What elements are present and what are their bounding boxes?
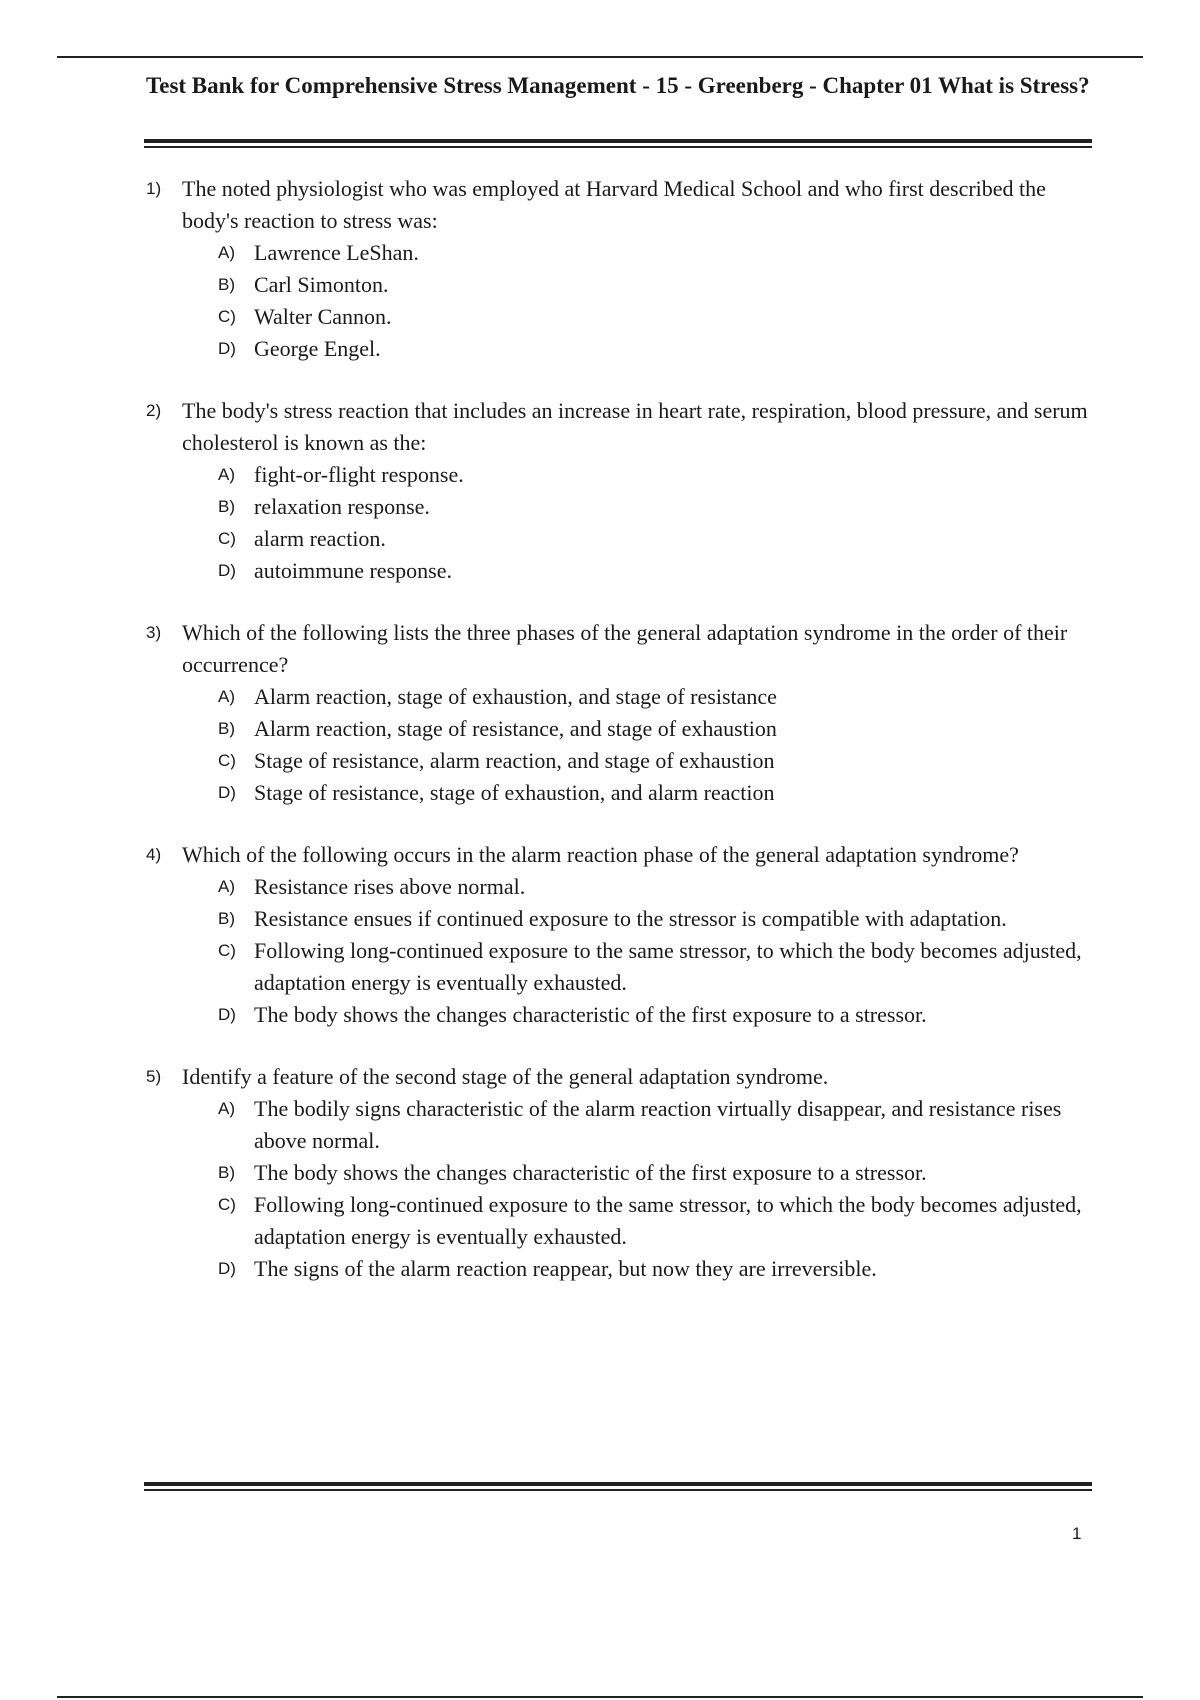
choice-a — [218, 459, 1106, 491]
choice-text: alarm reaction. — [254, 526, 386, 551]
page-bottom-rule — [57, 1696, 1143, 1698]
question-4 — [146, 839, 1106, 1031]
choice-c — [218, 523, 1106, 555]
choice-letter: D) — [218, 561, 236, 580]
question-text: Which of the following occurs in the alarm reaction phase of the general adaptation syndrome? — [182, 842, 1019, 867]
choice-a — [218, 681, 1106, 713]
choice-text: autoimmune response. — [254, 558, 452, 583]
choice-b — [218, 903, 1106, 935]
choice-letter: D) — [218, 1259, 236, 1278]
choice-a — [218, 237, 1106, 269]
page-title: Test Bank for Comprehensive Stress Management - 15 - Greenberg - Chapter 01 What is Stress? — [146, 73, 1090, 98]
choice-letter: A) — [218, 465, 235, 484]
answer-choices — [146, 681, 1106, 809]
choice-letter: B) — [218, 275, 235, 294]
question-2 — [146, 395, 1106, 587]
page-top-rule — [57, 56, 1143, 58]
choice-letter: B) — [218, 909, 235, 928]
choice-letter: A) — [218, 877, 235, 896]
choice-letter: A) — [218, 687, 235, 706]
choice-letter: D) — [218, 339, 236, 358]
choice-text: Following long-continued exposure to the same stressor, to which the body becomes adjusted, adaptation energy is eventually exhausted. — [254, 1192, 1082, 1249]
choice-a — [218, 1093, 1106, 1157]
choice-letter: D) — [218, 1005, 236, 1024]
choice-d — [218, 777, 1106, 809]
choice-letter: B) — [218, 497, 235, 516]
choice-text: Stage of resistance, stage of exhaustion, and alarm reaction — [254, 780, 775, 805]
choice-text: fight-or-flight response. — [254, 462, 464, 487]
choice-d — [218, 555, 1106, 587]
choice-b — [218, 269, 1106, 301]
choice-d — [218, 333, 1106, 365]
question-text: Which of the following lists the three phases of the general adaptation syndrome in the order of their occurrence? — [182, 620, 1068, 677]
question-3 — [146, 617, 1106, 809]
question-number: 2) — [146, 401, 162, 420]
choice-b — [218, 1157, 1106, 1189]
answer-choices — [146, 871, 1106, 1031]
choice-a — [218, 871, 1106, 903]
footer-divider — [144, 1482, 1092, 1492]
choice-c — [218, 935, 1106, 999]
choice-text: Stage of resistance, alarm reaction, and stage of exhaustion — [254, 748, 775, 773]
question-text: Identify a feature of the second stage of the general adaptation syndrome. — [182, 1064, 829, 1089]
header-divider — [144, 139, 1092, 149]
choice-text: Walter Cannon. — [254, 304, 392, 329]
choice-letter: C) — [218, 529, 236, 548]
choice-b — [218, 491, 1106, 523]
choice-letter: C) — [218, 941, 236, 960]
choice-b — [218, 713, 1106, 745]
choice-text: Lawrence LeShan. — [254, 240, 419, 265]
choice-c — [218, 1189, 1106, 1253]
choice-d — [218, 1253, 1106, 1285]
answer-choices — [146, 459, 1106, 587]
choice-c — [218, 301, 1106, 333]
choice-d — [218, 999, 1106, 1031]
choice-text: Alarm reaction, stage of exhaustion, and stage of resistance — [254, 684, 777, 709]
question-number: 4) — [146, 845, 162, 864]
choice-text: Following long-continued exposure to the same stressor, to which the body becomes adjusted, adaptation energy is eventually exhausted. — [254, 938, 1082, 995]
question-text: The noted physiologist who was employed at Harvard Medical School and who first described the body's reaction to stress was: — [182, 176, 1046, 233]
choice-text: George Engel. — [254, 336, 381, 361]
answer-choices — [146, 237, 1106, 365]
choice-letter: D) — [218, 783, 236, 802]
choice-text: The body shows the changes characteristic of the first exposure to a stressor. — [254, 1160, 927, 1185]
question-1 — [146, 173, 1106, 365]
choice-text: relaxation response. — [254, 494, 430, 519]
question-number: 5) — [146, 1067, 162, 1086]
question-5 — [146, 1061, 1106, 1285]
choice-text: Resistance ensues if continued exposure to the stressor is compatible with adaptation. — [254, 906, 1007, 931]
choice-text: Alarm reaction, stage of resistance, and stage of exhaustion — [254, 716, 777, 741]
choice-text: The signs of the alarm reaction reappear, but now they are irreversible. — [254, 1256, 877, 1281]
question-number: 1) — [146, 179, 162, 198]
choice-text: Carl Simonton. — [254, 272, 389, 297]
choice-letter: A) — [218, 1099, 235, 1118]
question-text: The body's stress reaction that includes an increase in heart rate, respiration, blood pressure, and serum cholesterol is known as the: — [182, 398, 1088, 455]
page-number: 1 — [1072, 1524, 1082, 1543]
choice-text: The body shows the changes characteristic of the first exposure to a stressor. — [254, 1002, 927, 1027]
question-number: 3) — [146, 623, 162, 642]
choice-c — [218, 745, 1106, 777]
choice-text: The bodily signs characteristic of the alarm reaction virtually disappear, and resistance rises above normal. — [254, 1096, 1062, 1153]
choice-letter: A) — [218, 243, 235, 262]
choice-text: Resistance rises above normal. — [254, 874, 526, 899]
question-list — [146, 173, 1106, 1315]
choice-letter: C) — [218, 307, 236, 326]
answer-choices — [146, 1093, 1106, 1285]
choice-letter: B) — [218, 1163, 235, 1182]
choice-letter: B) — [218, 719, 235, 738]
choice-letter: C) — [218, 1195, 236, 1214]
choice-letter: C) — [218, 751, 236, 770]
